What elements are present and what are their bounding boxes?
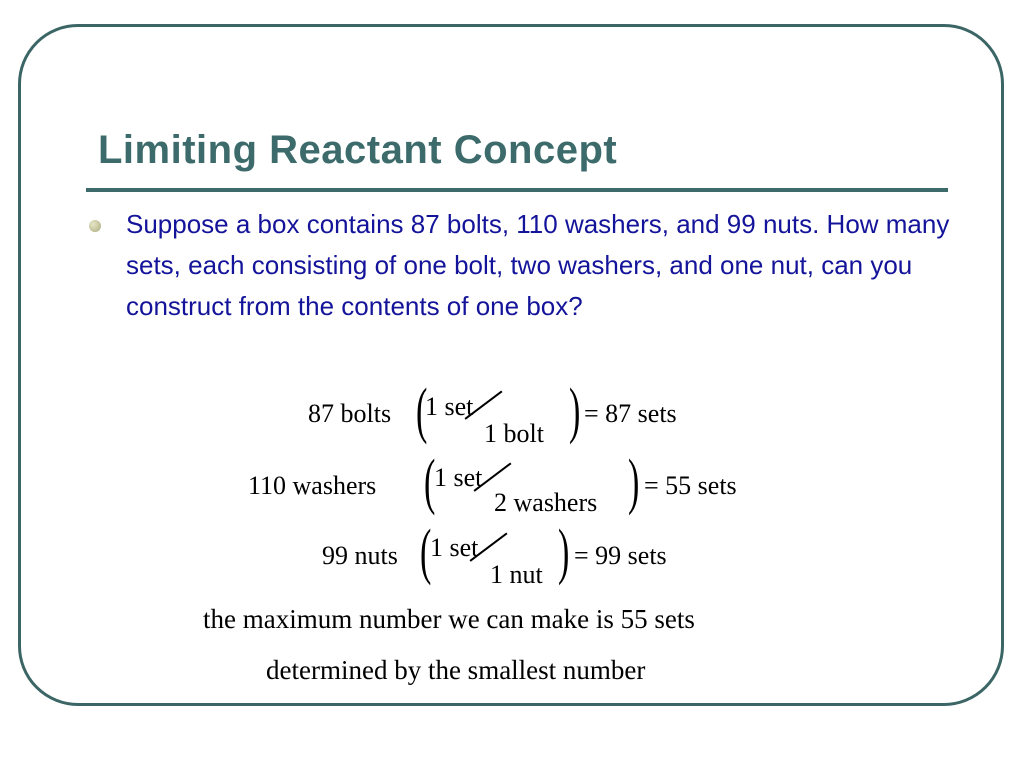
close-paren: ) [558, 518, 570, 586]
conclusion-line-1: the maximum number we can make is 55 sets [203, 604, 695, 634]
fraction-numerator: 1 set [434, 463, 483, 492]
equation-left: 87 bolts [308, 399, 392, 428]
equation-result: = 87 sets [584, 399, 677, 428]
bullet-text: Suppose a box contains 87 bolts, 110 washers, and 99 nuts. How many sets, each consisting of one bolt, two washers, and one nut, can you construct from the contents of one box? [126, 209, 950, 321]
open-paren: ( [420, 518, 432, 586]
fraction-denominator: 1 bolt [484, 419, 544, 448]
bullet-icon [89, 220, 101, 232]
equation-left: 110 washers [248, 471, 377, 500]
open-paren: ( [416, 377, 428, 445]
fraction-denominator: 1 nut [490, 560, 543, 589]
conclusion-line-2: determined by the smallest number [266, 655, 646, 685]
title-underline [86, 188, 948, 192]
fraction-numerator: 1 set [425, 392, 474, 421]
equation-left: 99 nuts [322, 541, 398, 570]
close-paren: ) [569, 377, 581, 445]
equation-result: = 55 sets [644, 471, 737, 500]
slide-title: Limiting Reactant Concept [98, 128, 618, 172]
equation-result: = 99 sets [574, 541, 667, 570]
open-paren: ( [424, 448, 436, 516]
close-paren: ) [628, 448, 640, 516]
fraction-denominator: 2 washers [494, 488, 598, 517]
fraction-numerator: 1 set [430, 533, 479, 562]
